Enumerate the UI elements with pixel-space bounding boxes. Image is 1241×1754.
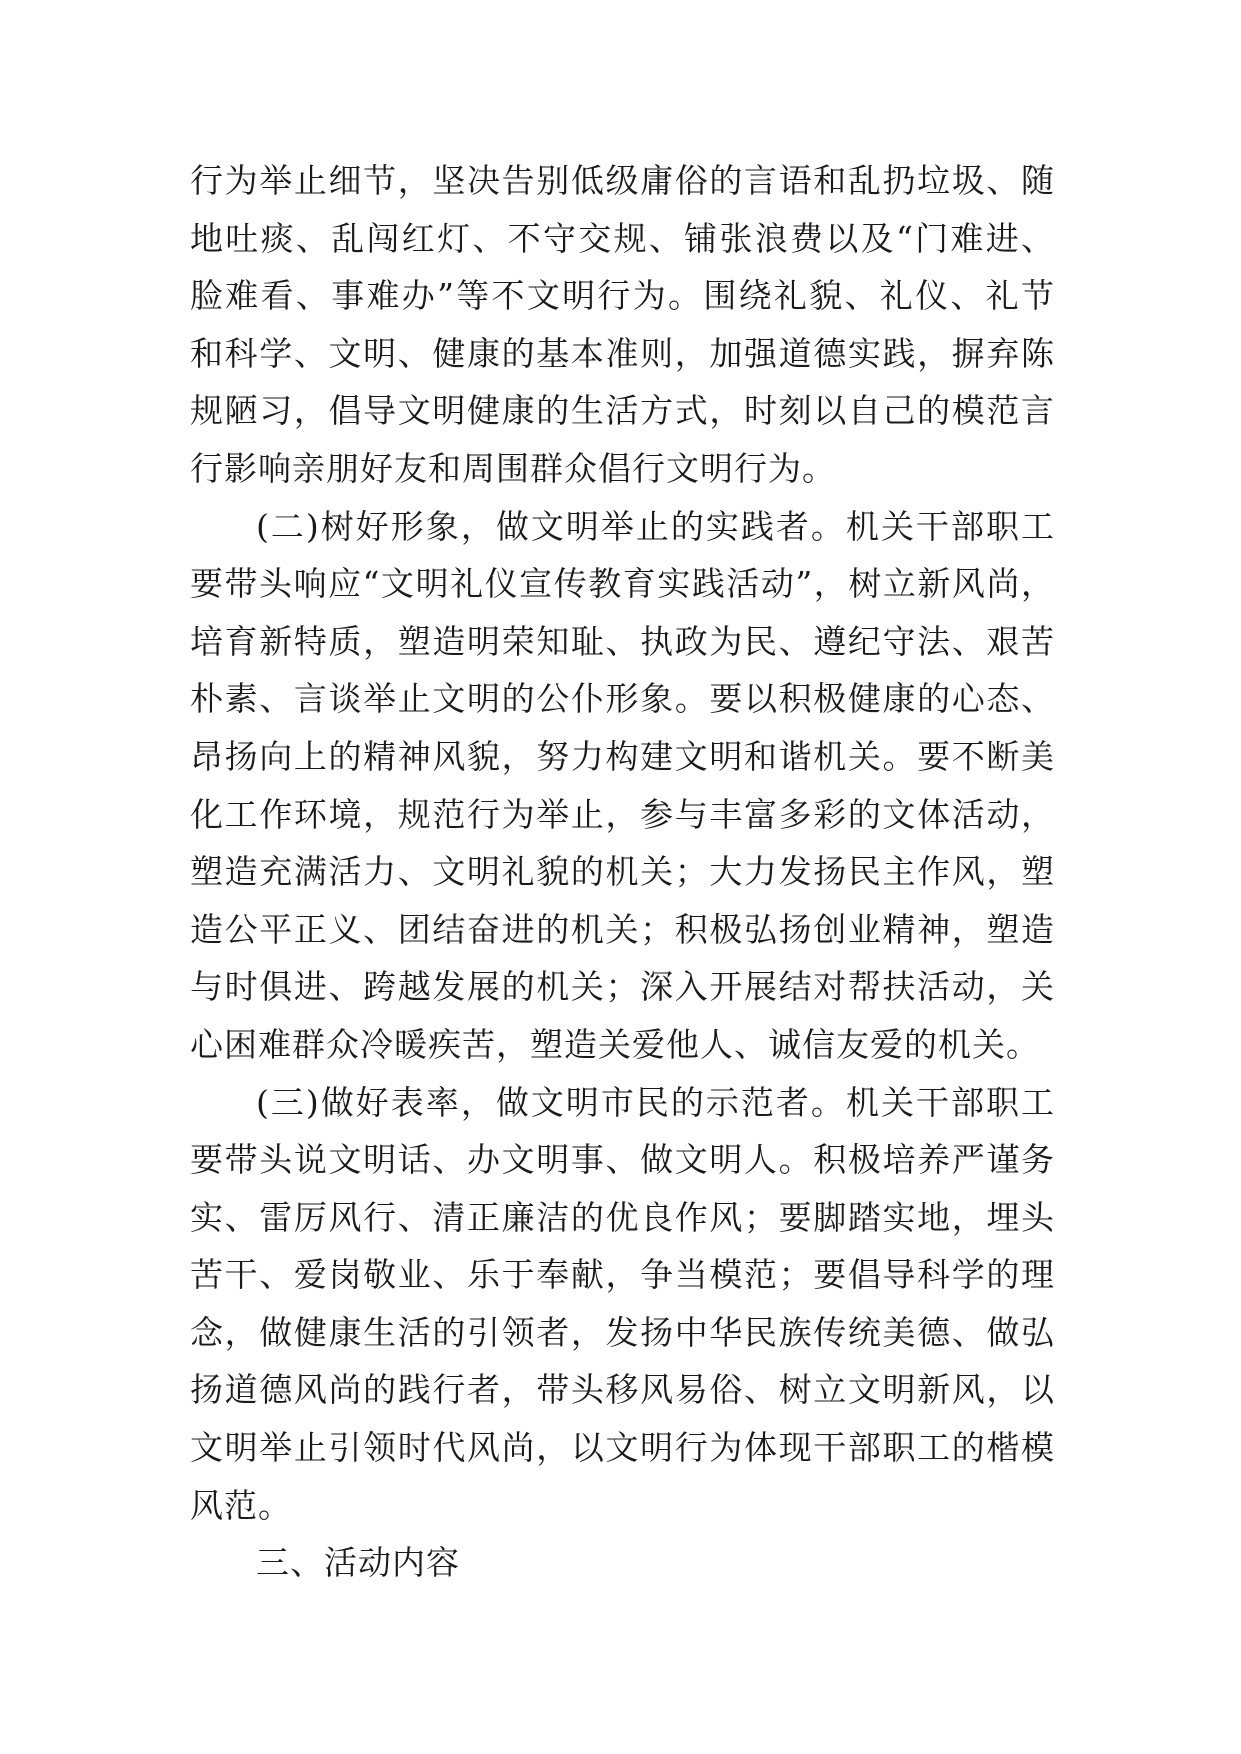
- paragraph-set-example: (三)做好表率，做文明市民的示范者。机关干部职工要带头说文明话、办文明事、做文明人。积极培养严谨务实、雷厉风行、清正廉洁的优良作风；要脚踏实地，埋头苦干、爱岗敬业、乐于奉献，争当模范；要倡导科学的理念，做健康生活的引领者，发扬中华民族传统美德、做弘扬道德风尚的践行者，带头移风易俗、树立文明新风，以文明举止引领时代风尚，以文明行为体现干部职工的楷模风范。: [190, 1082, 1055, 1525]
- paragraph-continuation: 行为举止细节，坚决告别低级庸俗的言语和乱扔垃圾、随地吐痰、乱闯红灯、不守交规、铺张浪费以及“门难进、脸难看、事难办”等不文明行为。围绕礼貌、礼仪、礼节和科学、文明、健康的基本准则，加强道德实践，摒弃陈规陋习，倡导文明健康的生活方式，时刻以自己的模范言行影响亲朋好友和周围群众倡行文明行为。: [190, 161, 1055, 488]
- section-heading-activity-content: 三、活动内容: [256, 1543, 460, 1583]
- paragraph-set-good-image: (二)树好形象，做文明举止的实践者。机关干部职工要带头响应“文明礼仪宣传教育实践活动”，树立新风尚，培育新特质，塑造明荣知耻、执政为民、遵纪守法、艰苦朴素、言谈举止文明的公仆形象。要以积极健康的心态、昂扬向上的精神风貌，努力构建文明和谐机关。要不断美化工作环境，规范行为举止，参与丰富多彩的文体活动，塑造充满活力、文明礼貌的机关；大力发扬民主作风，塑造公平正义、团结奋进的机关；积极弘扬创业精神，塑造与时俱进、跨越发展的机关；深入开展结对帮扶活动，关心困难群众冷暖疾苦，塑造关爱他人、诚信友爱的机关。: [190, 506, 1055, 1064]
- document-body: [190, 152, 1055, 1592]
